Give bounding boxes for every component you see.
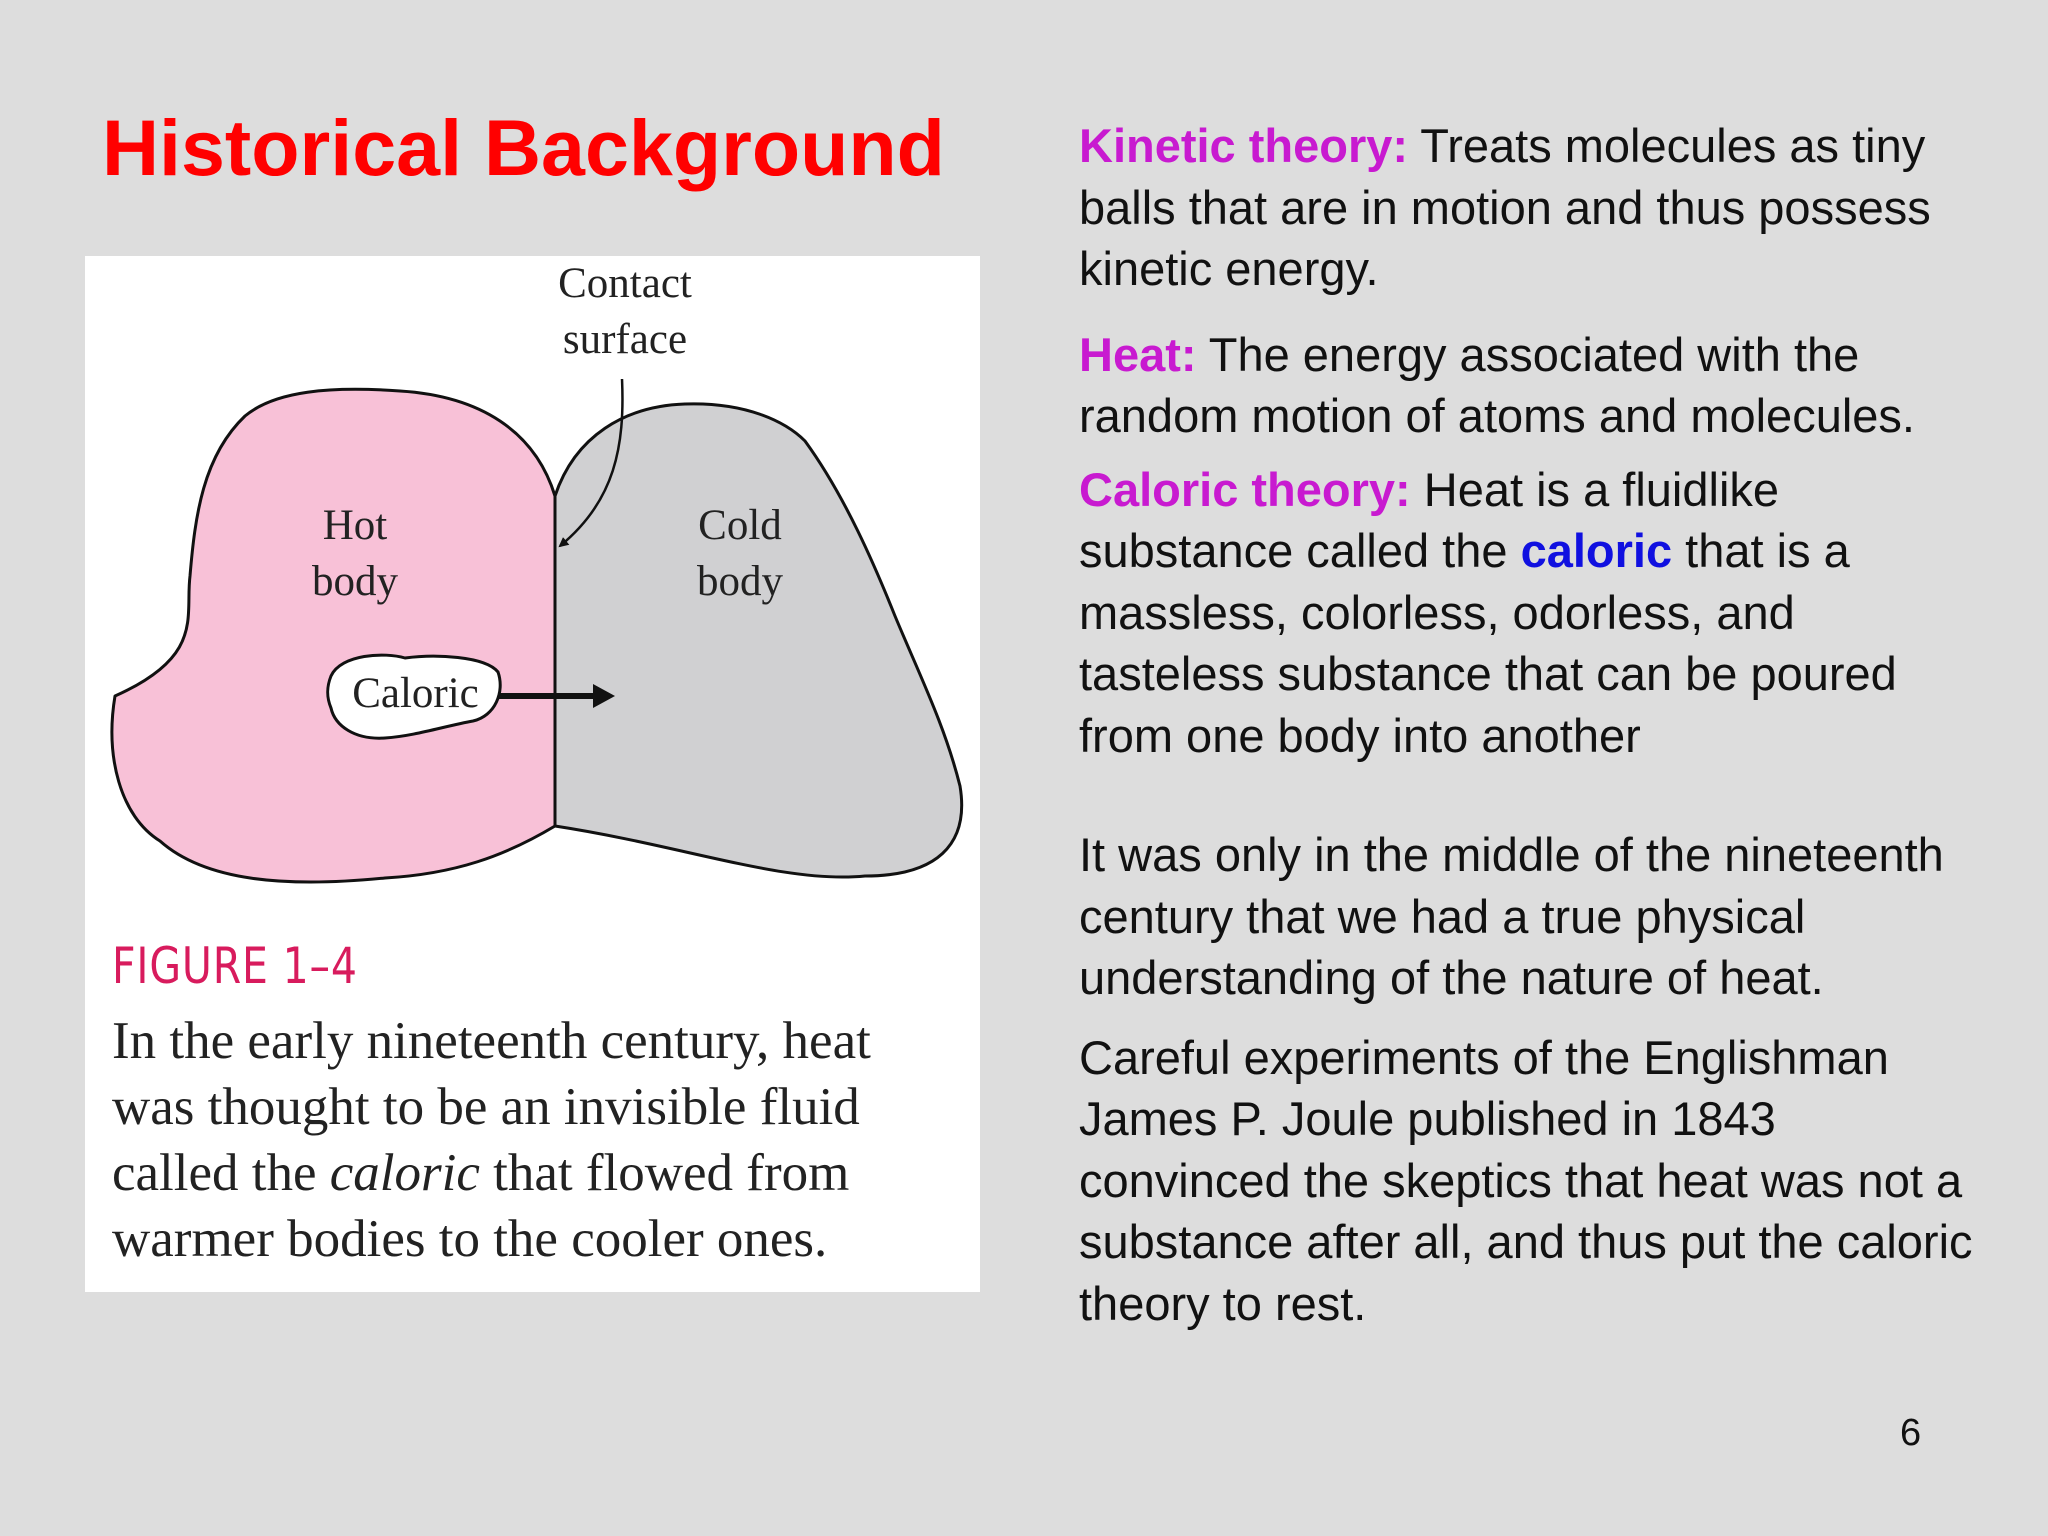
figure-panel bbox=[85, 256, 980, 1292]
heat-term: Heat: bbox=[1079, 327, 1197, 381]
slide-title: Historical Background bbox=[102, 103, 945, 192]
caloric-theory-paragraph: Caloric theory: Heat is a fluidlike substance called the caloric that is a massless, colorless, odorless, and tasteless substance that can be poured from one body into another bbox=[1079, 462, 1897, 762]
content-column bbox=[1079, 115, 1979, 1334]
caloric-diagram bbox=[85, 256, 980, 936]
contact-surface-label: Contact surface bbox=[558, 260, 692, 363]
middle-century-paragraph: It was only in the middle of the nineteenth century that we had a true physical understanding of the nature of heat. bbox=[1079, 828, 1944, 1004]
cold-body-label: Cold body bbox=[697, 502, 783, 605]
caloric-highlight: caloric bbox=[1520, 524, 1673, 577]
caloric-theory-term: Caloric theory: bbox=[1079, 462, 1411, 516]
kinetic-theory-term: Kinetic theory: bbox=[1079, 119, 1409, 172]
figure-number: FIGURE 1–4 bbox=[112, 937, 358, 995]
joule-paragraph: Careful experiments of the Englishman James P. Joule published in 1843 convinced the skeptics that heat was not a substance after all, and thus put the caloric theory to rest. bbox=[1079, 1030, 1973, 1330]
heat-paragraph: Heat: The energy associated with the random motion of atoms and molecules. bbox=[1079, 327, 1915, 442]
page-number: 6 bbox=[1900, 1412, 1922, 1454]
figure-caption: In the early nineteenth century, heat was thought to be an invisible fluid called the caloric that flowed from warmer bodies to the cooler ones. bbox=[112, 1012, 871, 1268]
hot-body-label: Hot body bbox=[312, 502, 398, 605]
kinetic-theory-paragraph: Kinetic theory: Treats molecules as tiny balls that are in motion and thus possess kinetic energy. bbox=[1079, 119, 1931, 295]
cold-body-shape bbox=[555, 404, 962, 877]
hot-body-shape bbox=[112, 389, 555, 882]
caloric-label: Caloric bbox=[352, 670, 479, 717]
